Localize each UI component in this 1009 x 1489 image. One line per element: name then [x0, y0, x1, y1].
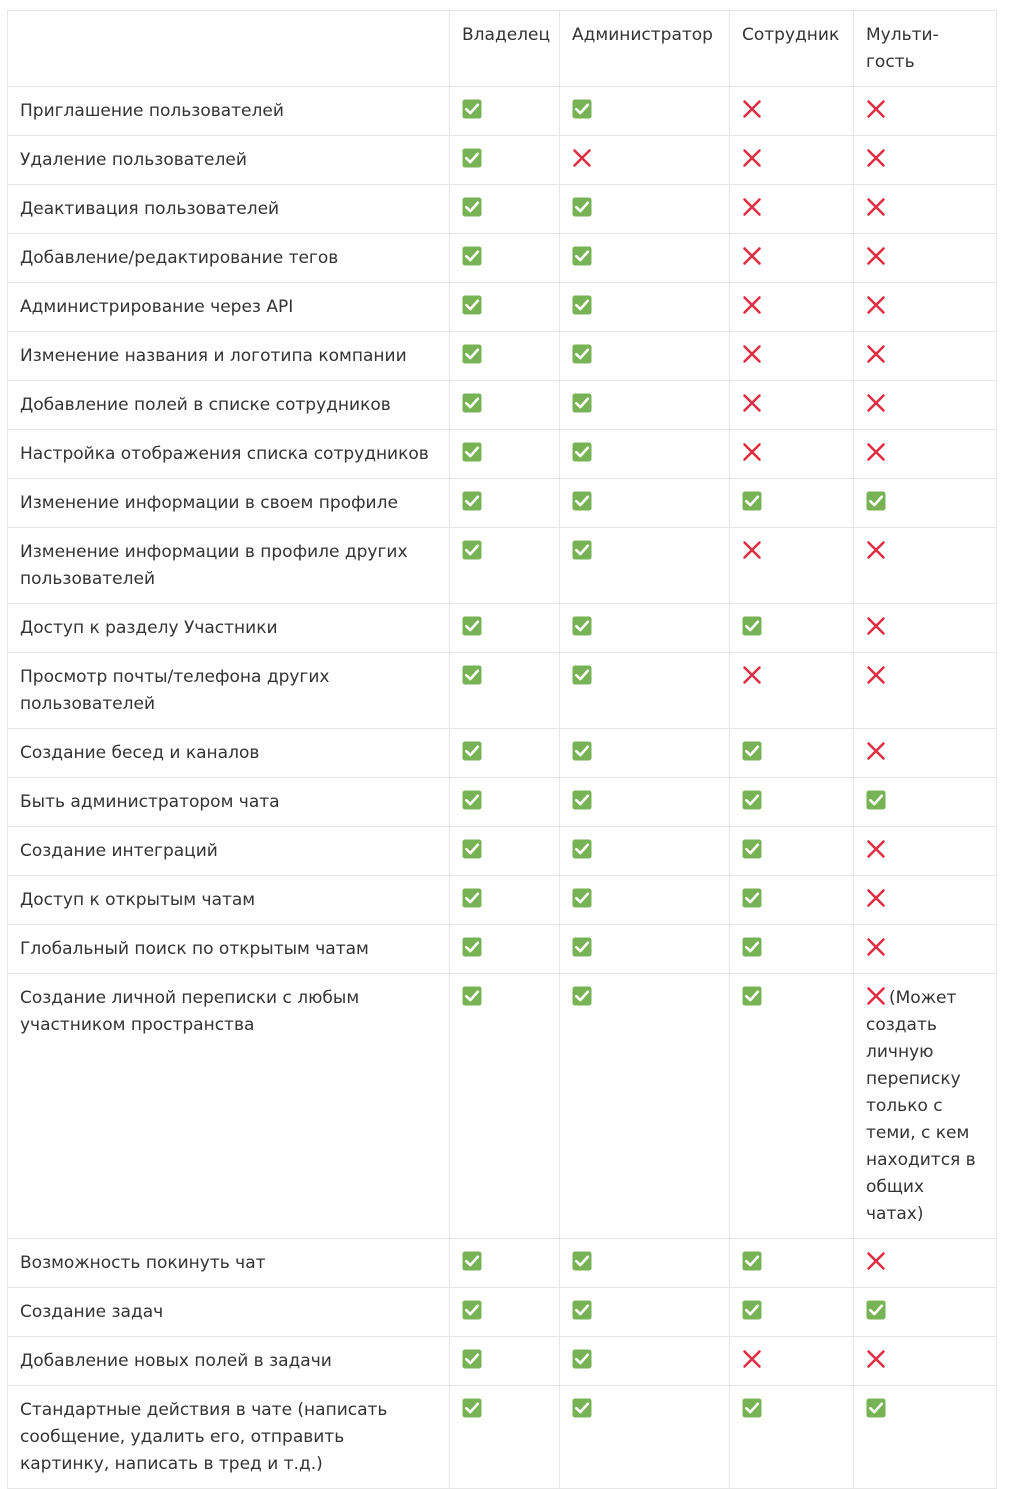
check-mark-button-icon [462, 741, 482, 761]
permission-cell-multi-guest [854, 283, 997, 332]
permission-cell-employee [730, 479, 854, 528]
check-mark-button-icon [866, 1300, 886, 1320]
check-mark-button-icon [572, 344, 592, 364]
permission-cell-multi-guest [854, 827, 997, 876]
check-mark-button-icon [866, 491, 886, 511]
header-cell-owner: Владелец [450, 11, 560, 87]
table-row [8, 87, 997, 136]
permission-cell-owner [450, 876, 560, 925]
permission-cell-employee [730, 1288, 854, 1337]
check-mark-button-icon [462, 246, 482, 266]
permission-cell-multi-guest [854, 778, 997, 827]
feature-label: Возможность покинуть чат [8, 1239, 450, 1288]
check-mark-button-icon [572, 1251, 592, 1271]
table-row [8, 479, 997, 528]
permission-cell-multi-guest [854, 1386, 997, 1489]
table-row [8, 1386, 997, 1489]
table-row [8, 332, 997, 381]
header-cell-admin: Администратор [560, 11, 730, 87]
feature-label: Создание задач [8, 1288, 450, 1337]
permission-cell-admin [560, 1239, 730, 1288]
check-mark-button-icon [572, 741, 592, 761]
feature-label: Быть администратором чата [8, 778, 450, 827]
check-mark-button-icon [462, 665, 482, 685]
cross-mark-icon [866, 937, 886, 957]
check-mark-button-icon [572, 790, 592, 810]
table-row [8, 974, 997, 1239]
header-cell-feature [8, 11, 450, 87]
permission-cell-owner [450, 1239, 560, 1288]
check-mark-button-icon [572, 1398, 592, 1418]
table-row [8, 876, 997, 925]
check-mark-button-icon [572, 1349, 592, 1369]
cross-mark-icon [742, 99, 762, 119]
permission-cell-admin [560, 430, 730, 479]
table-row [8, 283, 997, 332]
feature-label: Добавление полей в списке сотрудников [8, 381, 450, 430]
permission-cell-admin [560, 778, 730, 827]
permission-cell-owner [450, 283, 560, 332]
header-cell-employee: Сотрудник [730, 11, 854, 87]
cross-mark-icon [742, 540, 762, 560]
permission-cell-owner [450, 827, 560, 876]
feature-label: Глобальный поиск по открытым чатам [8, 925, 450, 974]
feature-label: Изменение названия и логотипа компании [8, 332, 450, 381]
cross-mark-icon [866, 148, 886, 168]
table-row [8, 925, 997, 974]
permission-cell-owner [450, 653, 560, 729]
check-mark-button-icon [462, 295, 482, 315]
check-mark-button-icon [572, 839, 592, 859]
check-mark-button-icon [572, 540, 592, 560]
table-header [8, 11, 997, 87]
cross-mark-icon [742, 197, 762, 217]
feature-label: Создание личной переписки с любым участником пространства [8, 974, 450, 1239]
check-mark-button-icon [462, 148, 482, 168]
permission-cell-multi-guest [854, 479, 997, 528]
permission-cell-admin [560, 1386, 730, 1489]
cross-mark-icon [866, 442, 886, 462]
feature-label: Приглашение пользователей [8, 87, 450, 136]
check-mark-button-icon [742, 491, 762, 511]
cross-mark-icon [866, 741, 886, 761]
check-mark-button-icon [572, 888, 592, 908]
table-row [8, 1239, 997, 1288]
permission-cell-owner [450, 136, 560, 185]
check-mark-button-icon [572, 442, 592, 462]
table-row [8, 778, 997, 827]
check-mark-button-icon [462, 790, 482, 810]
cross-mark-icon [866, 99, 886, 119]
feature-label: Доступ к открытым чатам [8, 876, 450, 925]
permission-cell-owner [450, 729, 560, 778]
cross-mark-icon [866, 839, 886, 859]
permission-cell-employee [730, 778, 854, 827]
feature-label: Доступ к разделу Участники [8, 604, 450, 653]
check-mark-button-icon [462, 888, 482, 908]
permission-cell-employee [730, 1337, 854, 1386]
permission-cell-owner [450, 381, 560, 430]
check-mark-button-icon [572, 986, 592, 1006]
table-body [8, 87, 997, 1489]
table-row [8, 729, 997, 778]
permission-cell-employee [730, 604, 854, 653]
feature-label: Изменение информации в своем профиле [8, 479, 450, 528]
check-mark-button-icon [742, 1300, 762, 1320]
check-mark-button-icon [866, 790, 886, 810]
check-mark-button-icon [462, 491, 482, 511]
feature-label: Удаление пользователей [8, 136, 450, 185]
cross-mark-icon [742, 442, 762, 462]
permission-cell-admin [560, 528, 730, 604]
permission-cell-admin [560, 1337, 730, 1386]
table-row [8, 1337, 997, 1386]
permission-cell-admin [560, 332, 730, 381]
check-mark-button-icon [742, 1251, 762, 1271]
check-mark-button-icon [572, 1300, 592, 1320]
table-row [8, 430, 997, 479]
permission-cell-multi-guest [854, 87, 997, 136]
permission-cell-employee [730, 876, 854, 925]
check-mark-button-icon [866, 1398, 886, 1418]
permission-cell-owner [450, 974, 560, 1239]
permission-cell-admin [560, 234, 730, 283]
permission-cell-admin [560, 479, 730, 528]
table-row [8, 653, 997, 729]
permission-cell-employee [730, 332, 854, 381]
permission-cell-admin [560, 974, 730, 1239]
check-mark-button-icon [572, 295, 592, 315]
check-mark-button-icon [742, 986, 762, 1006]
check-mark-button-icon [572, 491, 592, 511]
check-mark-button-icon [572, 937, 592, 957]
permission-cell-admin [560, 136, 730, 185]
cross-mark-icon [742, 665, 762, 685]
permission-cell-employee [730, 925, 854, 974]
permission-cell-owner [450, 332, 560, 381]
cross-mark-icon [742, 148, 762, 168]
permission-cell-employee [730, 87, 854, 136]
check-mark-button-icon [742, 839, 762, 859]
check-mark-button-icon [462, 1398, 482, 1418]
permission-cell-multi-guest [854, 1239, 997, 1288]
permission-cell-employee [730, 653, 854, 729]
cross-mark-icon [866, 616, 886, 636]
table-row [8, 185, 997, 234]
table-row [8, 381, 997, 430]
permission-cell-owner [450, 1386, 560, 1489]
check-mark-button-icon [462, 442, 482, 462]
table-row [8, 528, 997, 604]
feature-label: Создание интеграций [8, 827, 450, 876]
permission-cell-multi-guest [854, 653, 997, 729]
permission-cell-admin [560, 283, 730, 332]
permission-cell-multi-guest [854, 604, 997, 653]
permission-cell-owner [450, 1288, 560, 1337]
permission-cell-employee [730, 283, 854, 332]
permission-cell-owner [450, 479, 560, 528]
permission-cell-admin [560, 876, 730, 925]
check-mark-button-icon [462, 344, 482, 364]
cross-mark-icon [866, 295, 886, 315]
permission-cell-employee [730, 430, 854, 479]
permission-cell-admin [560, 827, 730, 876]
feature-label: Добавление/редактирование тегов [8, 234, 450, 283]
permission-cell-admin [560, 381, 730, 430]
check-mark-button-icon [462, 839, 482, 859]
check-mark-button-icon [462, 1300, 482, 1320]
cross-mark-icon [866, 197, 886, 217]
permission-cell-multi-guest [854, 234, 997, 283]
feature-label: Настройка отображения списка сотрудников [8, 430, 450, 479]
permission-cell-admin [560, 1288, 730, 1337]
permission-cell-admin [560, 185, 730, 234]
cross-mark-icon [866, 246, 886, 266]
feature-label: Деактивация пользователей [8, 185, 450, 234]
permission-cell-multi-guest [854, 528, 997, 604]
cross-mark-icon [742, 295, 762, 315]
permission-cell-employee [730, 1239, 854, 1288]
cross-mark-icon [866, 540, 886, 560]
check-mark-button-icon [462, 1349, 482, 1369]
feature-label: Стандартные действия в чате (написать сообщение, удалить его, отправить картинку, написать в тред и т.д.) [8, 1386, 450, 1489]
permission-cell-employee [730, 185, 854, 234]
check-mark-button-icon [742, 616, 762, 636]
cross-mark-icon [866, 1251, 886, 1271]
check-mark-button-icon [462, 393, 482, 413]
permission-cell-admin [560, 925, 730, 974]
permission-cell-employee [730, 1386, 854, 1489]
cross-mark-icon [866, 888, 886, 908]
permission-cell-admin [560, 87, 730, 136]
check-mark-button-icon [462, 540, 482, 560]
check-mark-button-icon [572, 99, 592, 119]
feature-label: Добавление новых полей в задачи [8, 1337, 450, 1386]
table-row [8, 1288, 997, 1337]
cross-mark-icon [742, 344, 762, 364]
cross-mark-icon [742, 246, 762, 266]
permission-cell-employee [730, 729, 854, 778]
check-mark-button-icon [462, 1251, 482, 1271]
cross-mark-icon [742, 1349, 762, 1369]
table-row [8, 234, 997, 283]
permission-cell-admin [560, 729, 730, 778]
feature-label: Изменение информации в профиле других пользователей [8, 528, 450, 604]
check-mark-button-icon [462, 616, 482, 636]
table-row [8, 604, 997, 653]
check-mark-button-icon [742, 888, 762, 908]
feature-label: Администрирование через API [8, 283, 450, 332]
permission-cell-owner [450, 604, 560, 653]
permission-cell-owner [450, 185, 560, 234]
permission-cell-admin [560, 653, 730, 729]
permission-cell-employee [730, 528, 854, 604]
permission-cell-owner [450, 234, 560, 283]
check-mark-button-icon [742, 937, 762, 957]
header-row [8, 11, 997, 87]
check-mark-button-icon [462, 986, 482, 1006]
permission-cell-multi-guest [854, 185, 997, 234]
check-mark-button-icon [462, 937, 482, 957]
header-cell-multi-guest: Мульти-гость [854, 11, 997, 87]
permission-cell-multi-guest [854, 1288, 997, 1337]
cross-mark-icon [866, 665, 886, 685]
feature-label: Просмотр почты/телефона других пользователей [8, 653, 450, 729]
cross-mark-icon [572, 148, 592, 168]
permission-cell-multi-guest [854, 381, 997, 430]
check-mark-button-icon [572, 616, 592, 636]
table-row [8, 136, 997, 185]
permission-cell-multi-guest [854, 876, 997, 925]
permission-cell-owner [450, 778, 560, 827]
check-mark-button-icon [572, 665, 592, 685]
permission-cell-multi-guest [854, 136, 997, 185]
permission-cell-owner [450, 87, 560, 136]
check-mark-button-icon [572, 197, 592, 217]
check-mark-button-icon [462, 99, 482, 119]
permission-cell-owner [450, 528, 560, 604]
feature-label: Создание бесед и каналов [8, 729, 450, 778]
permission-cell-multi-guest [854, 729, 997, 778]
check-mark-button-icon [572, 246, 592, 266]
permissions-table [7, 10, 997, 1489]
cross-mark-icon [866, 344, 886, 364]
permission-cell-multi-guest [854, 430, 997, 479]
permission-cell-employee [730, 234, 854, 283]
cross-mark-icon [742, 393, 762, 413]
check-mark-button-icon [742, 790, 762, 810]
check-mark-button-icon [572, 393, 592, 413]
permission-cell-employee [730, 827, 854, 876]
cross-mark-icon [866, 1349, 886, 1369]
permission-cell-multi-guest [854, 332, 997, 381]
permission-cell-employee [730, 381, 854, 430]
table-row [8, 827, 997, 876]
cross-mark-icon [866, 393, 886, 413]
cross-mark-icon [866, 986, 886, 1006]
permission-cell-owner [450, 925, 560, 974]
permission-cell-admin [560, 604, 730, 653]
permission-cell-employee [730, 136, 854, 185]
permission-cell-multi-guest [854, 1337, 997, 1386]
permission-cell-multi-guest [854, 974, 997, 1239]
check-mark-button-icon [742, 1398, 762, 1418]
permission-note: (Может создать личную переписку только с теми, с кем находится в общих чатах) [866, 988, 976, 1224]
permission-cell-multi-guest [854, 925, 997, 974]
permission-cell-owner [450, 1337, 560, 1386]
check-mark-button-icon [462, 197, 482, 217]
permission-cell-employee [730, 974, 854, 1239]
permission-cell-owner [450, 430, 560, 479]
check-mark-button-icon [742, 741, 762, 761]
